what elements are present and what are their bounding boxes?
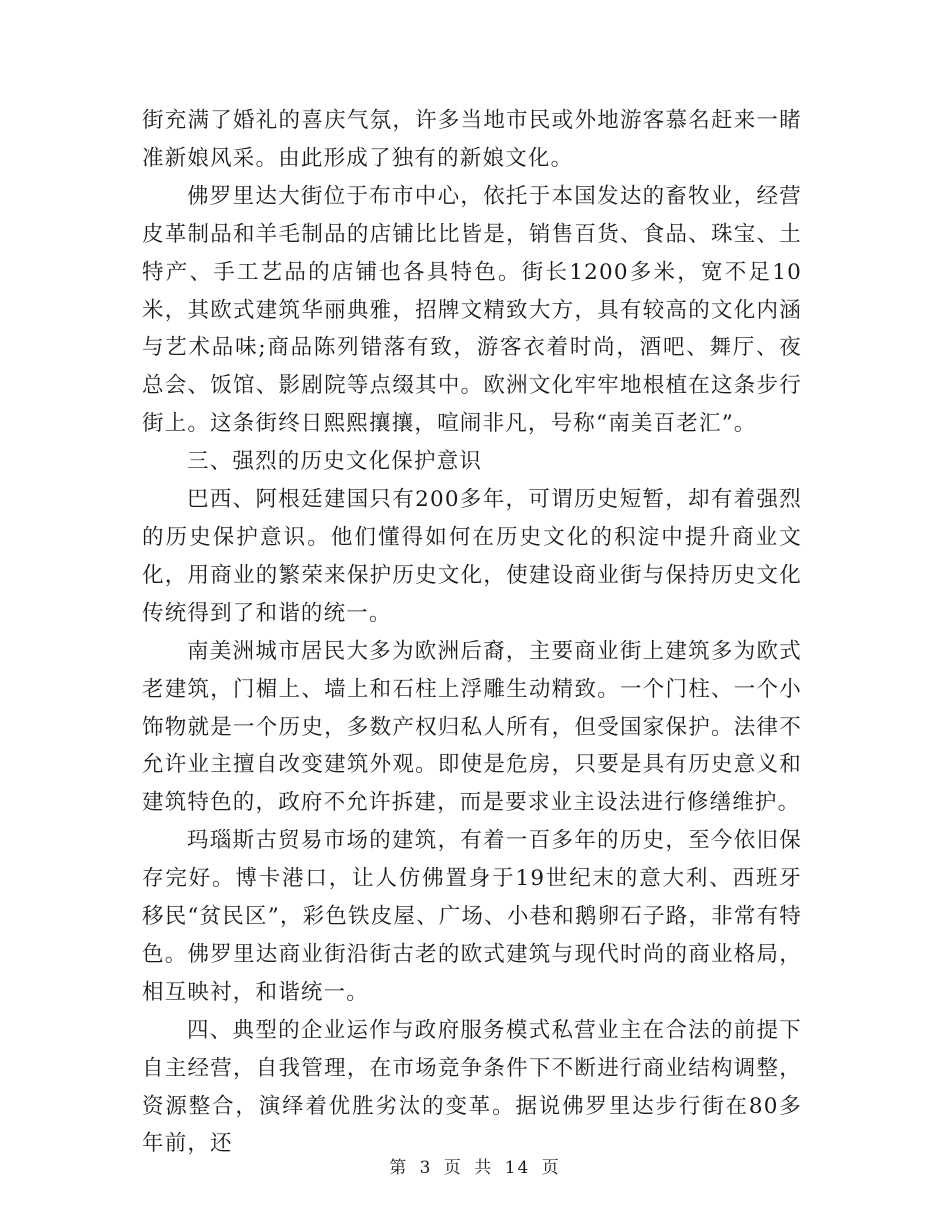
section-heading-3: 三、强烈的历史文化保护意识 [187, 449, 483, 475]
paragraph-history-awareness: 巴西、阿根廷建国只有200多年，可谓历史短暂，却有着强烈的历史保护意识。他们懂得如何在历史文化的积淀中提升商业文化，用商业的繁荣来保护历史文化，使建设商业街与保持历史文化传统得到了和谐的统一。 [142, 487, 802, 626]
paragraph-european-architecture: 南美洲城市居民大多为欧洲后裔，主要商业街上建筑多为欧式老建筑，门楣上、墙上和石柱上浮雕生动精致。一个门柱、一个小饰物就是一个历史，多数产权归私人所有，但受国家保护。法律不允许业主擅自改变建筑外观。即使是危房，只要是具有历史意义和建筑特色的，政府不允许拆建，而是要求业主设法进行修缮维护。 [142, 638, 802, 816]
paragraph-manaus-market: 玛瑙斯古贸易市场的建筑，有着一百多年的历史，至今依旧保存完好。博卡港口，让人仿佛置身于19世纪末的意大利、西班牙移民“贫民区”，彩色铁皮屋、广场、小巷和鹅卵石子路，非常有特色。佛罗里达商业街沿街古老的欧式建筑与现代时尚的商业格局，相互映衬，和谐统一。 [142, 828, 802, 1005]
paragraph-florida-street: 佛罗里达大街位于布市中心，依托于本国发达的畜牧业，经营皮革制品和羊毛制品的店铺比比皆是，销售百货、食品、珠宝、土特产、手工艺品的店铺也各具特色。街长1200多米，宽不足10米，其欧式建筑华丽典雅，招牌文精致大方，具有较高的文化内涵与艺术品味;商品陈列错落有致，游客衣着时尚，酒吧、舞厅、夜总会、饭馆、影剧院等点缀其中。欧洲文化牢牢地根植在这条步行街上。这条街终日熙熙攘攘，喧闹非凡，号称“南美百老汇”。 [142, 183, 802, 437]
paragraph-section-4: 四、典型的企业运作与政府服务模式私营业主在合法的前提下自主经营，自我管理，在市场竞争条件下不断进行商业结构调整，资源整合，演绎着优胜劣汰的变革。据说佛罗里达步行街在80多年前，还 [142, 1017, 802, 1157]
body-text [142, 102, 802, 1163]
page-number-footer: 第 3 页 共 14 页 [389, 1158, 561, 1178]
paragraph-continuation: 街充满了婚礼的喜庆气氛，许多当地市民或外地游客慕名赶来一睹准新娘风采。由此形成了独有的新娘文化。 [142, 108, 802, 171]
